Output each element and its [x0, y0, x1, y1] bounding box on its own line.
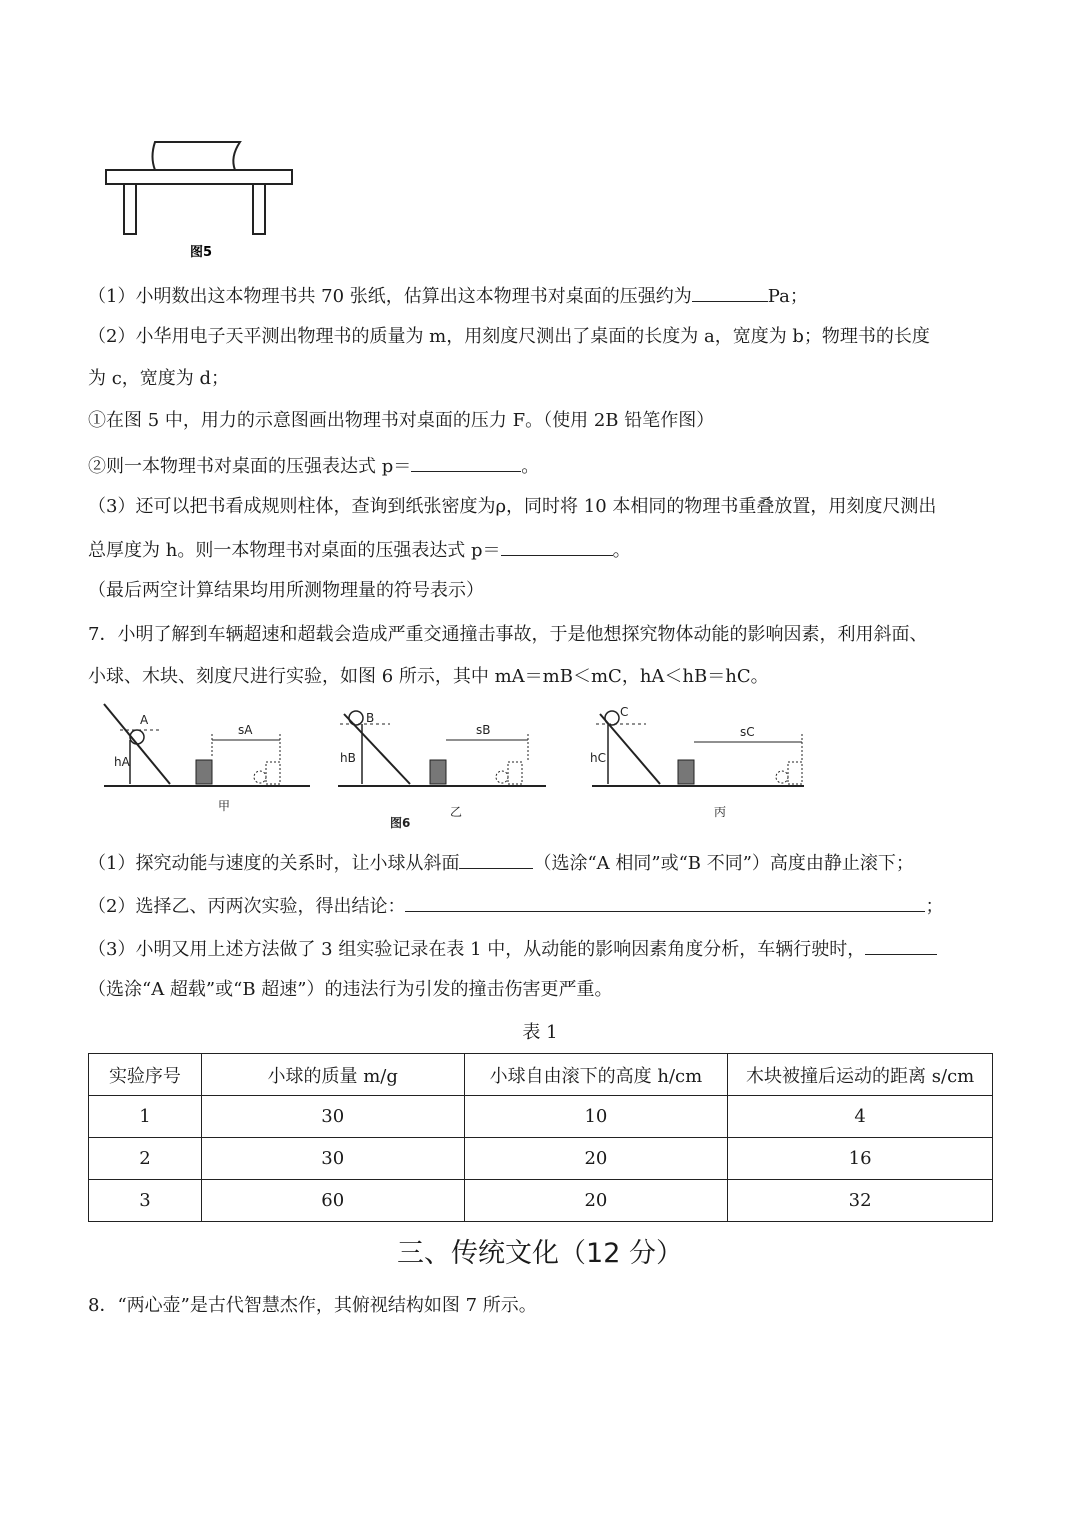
q6-part2-line1: （2）小华用电子天平测出物理书的质量为 m，用刻度尺测出了桌面的长度为 a，宽度为 b；物理书的长度	[88, 326, 930, 347]
q7-intro-line2: 小球、木块、刻度尺进行实验，如图 6 所示，其中 mA＝mB＜mC，hA＜hB＝hC。	[88, 666, 769, 687]
q7-part3-text: （3）小明又用上述方法做了 3 组实验记录在表 1 中，从动能的影响因素角度分析，车辆行驶时，	[88, 939, 866, 960]
panel-bing	[590, 705, 804, 819]
ball-c-label: C	[620, 705, 629, 719]
q7-part2-text: （2）选择乙、丙两次实验，得出结论：	[88, 896, 406, 917]
table-cell: 2	[89, 1138, 202, 1180]
answer-blank[interactable]	[405, 893, 925, 912]
q6-part2-sub2	[88, 453, 539, 479]
table-cell: 32	[728, 1180, 993, 1222]
q6-part2-sub2-text: ②则一本物理书对桌面的压强表达式 p＝	[88, 456, 412, 477]
answer-blank[interactable]	[459, 850, 533, 869]
table-header-cell: 实验序号	[89, 1054, 202, 1096]
distance-a-label: sA	[238, 723, 253, 737]
table-header-cell: 木块被撞后运动的距离 s/cm	[728, 1054, 993, 1096]
distance-c-label: sC	[740, 725, 755, 739]
table-row	[89, 1096, 993, 1138]
figure6-ramp-experiments	[100, 700, 820, 835]
q6-note: （最后两空计算结果均用所测物理量的符号表示）	[88, 580, 484, 601]
panel-yi-label: 乙	[450, 805, 463, 819]
table-top	[106, 170, 292, 184]
q7-part3-line2: （选涂“A 超载”或“B 超速”）的违法行为引发的撞击伤害更严重。	[88, 979, 613, 1000]
table-header-row	[89, 1054, 993, 1096]
panel-jia	[104, 704, 310, 813]
answer-blank[interactable]	[865, 936, 937, 955]
book-shape	[153, 142, 241, 170]
panel-jia-label: 甲	[218, 799, 231, 813]
table-row	[89, 1138, 993, 1180]
table-caption: 表 1	[522, 1022, 558, 1043]
answer-blank[interactable]	[501, 537, 613, 556]
q7-part3-line1	[88, 936, 937, 962]
ball-a-label: A	[140, 713, 149, 727]
table-leg-left	[124, 184, 136, 234]
q6-part3-text: 总厚度为 h。则一本物理书对桌面的压强表达式 p＝	[88, 540, 501, 561]
q7-part1-text-after: （选涂“A 相同”或“B 不同”）高度由静止滚下；	[533, 853, 914, 874]
distance-b-label: sB	[476, 723, 491, 737]
table-row	[89, 1180, 993, 1222]
table-cell: 16	[728, 1138, 993, 1180]
table-cell: 3	[89, 1180, 202, 1222]
table-cell: 4	[728, 1096, 993, 1138]
ball-b-label: B	[366, 711, 375, 725]
semicolon: ；	[925, 896, 944, 917]
period: 。	[612, 540, 631, 561]
q6-part3-line1: （3）还可以把书看成规则柱体，查询到纸张密度为ρ，同时将 10 本相同的物理书重叠放置，用刻度尺测出	[88, 496, 937, 517]
q7-part1	[88, 850, 914, 876]
q6-part2-line2: 为 c，宽度为 d；	[88, 368, 230, 389]
q6-part2-sub1: ①在图 5 中，用力的示意图画出物理书对桌面的压力 F。（使用 2B 铅笔作图）	[88, 410, 715, 431]
table-cell: 30	[201, 1138, 464, 1180]
table-leg-right	[253, 184, 265, 234]
panel-yi	[338, 711, 546, 830]
q8-text: 8．“两心壶”是古代智慧杰作，其俯视结构如图 7 所示。	[88, 1295, 537, 1316]
table-cell: 20	[464, 1180, 728, 1222]
q6-part1-text: （1）小明数出这本物理书共 70 张纸，估算出这本物理书对桌面的压强约为	[88, 286, 692, 307]
height-b-label: hB	[340, 751, 356, 765]
panel-bing-label: 丙	[714, 805, 727, 819]
table-cell: 10	[464, 1096, 728, 1138]
table-cell: 30	[201, 1096, 464, 1138]
table-header-cell: 小球的质量 m/g	[201, 1054, 464, 1096]
q6-part3-line2	[88, 537, 631, 563]
table-cell: 20	[464, 1138, 728, 1180]
height-c-label: hC	[590, 751, 606, 765]
table-header-cell: 小球自由滚下的高度 h/cm	[464, 1054, 728, 1096]
answer-blank[interactable]	[692, 283, 768, 302]
q7-part2	[88, 893, 943, 919]
q7-part1-text: （1）探究动能与速度的关系时，让小球从斜面	[88, 853, 460, 874]
table-cell: 60	[201, 1180, 464, 1222]
experiment-table	[88, 1053, 993, 1222]
figure5-book-on-table	[100, 132, 300, 262]
q6-part1	[88, 283, 808, 309]
figure6-label: 图6	[390, 816, 411, 830]
period: 。	[521, 456, 540, 477]
section-heading: 三、传统文化（12 分）	[397, 1238, 683, 1269]
height-a-label: hA	[114, 755, 130, 769]
q6-part1-unit: Pa；	[767, 286, 808, 307]
figure5-label: 图5	[190, 245, 213, 260]
q7-intro-line1: 7．小明了解到车辆超速和超载会造成严重交通撞击事故，于是他想探究物体动能的影响因素，利用斜面、	[88, 624, 928, 645]
table-cell: 1	[89, 1096, 202, 1138]
answer-blank[interactable]	[411, 453, 521, 472]
